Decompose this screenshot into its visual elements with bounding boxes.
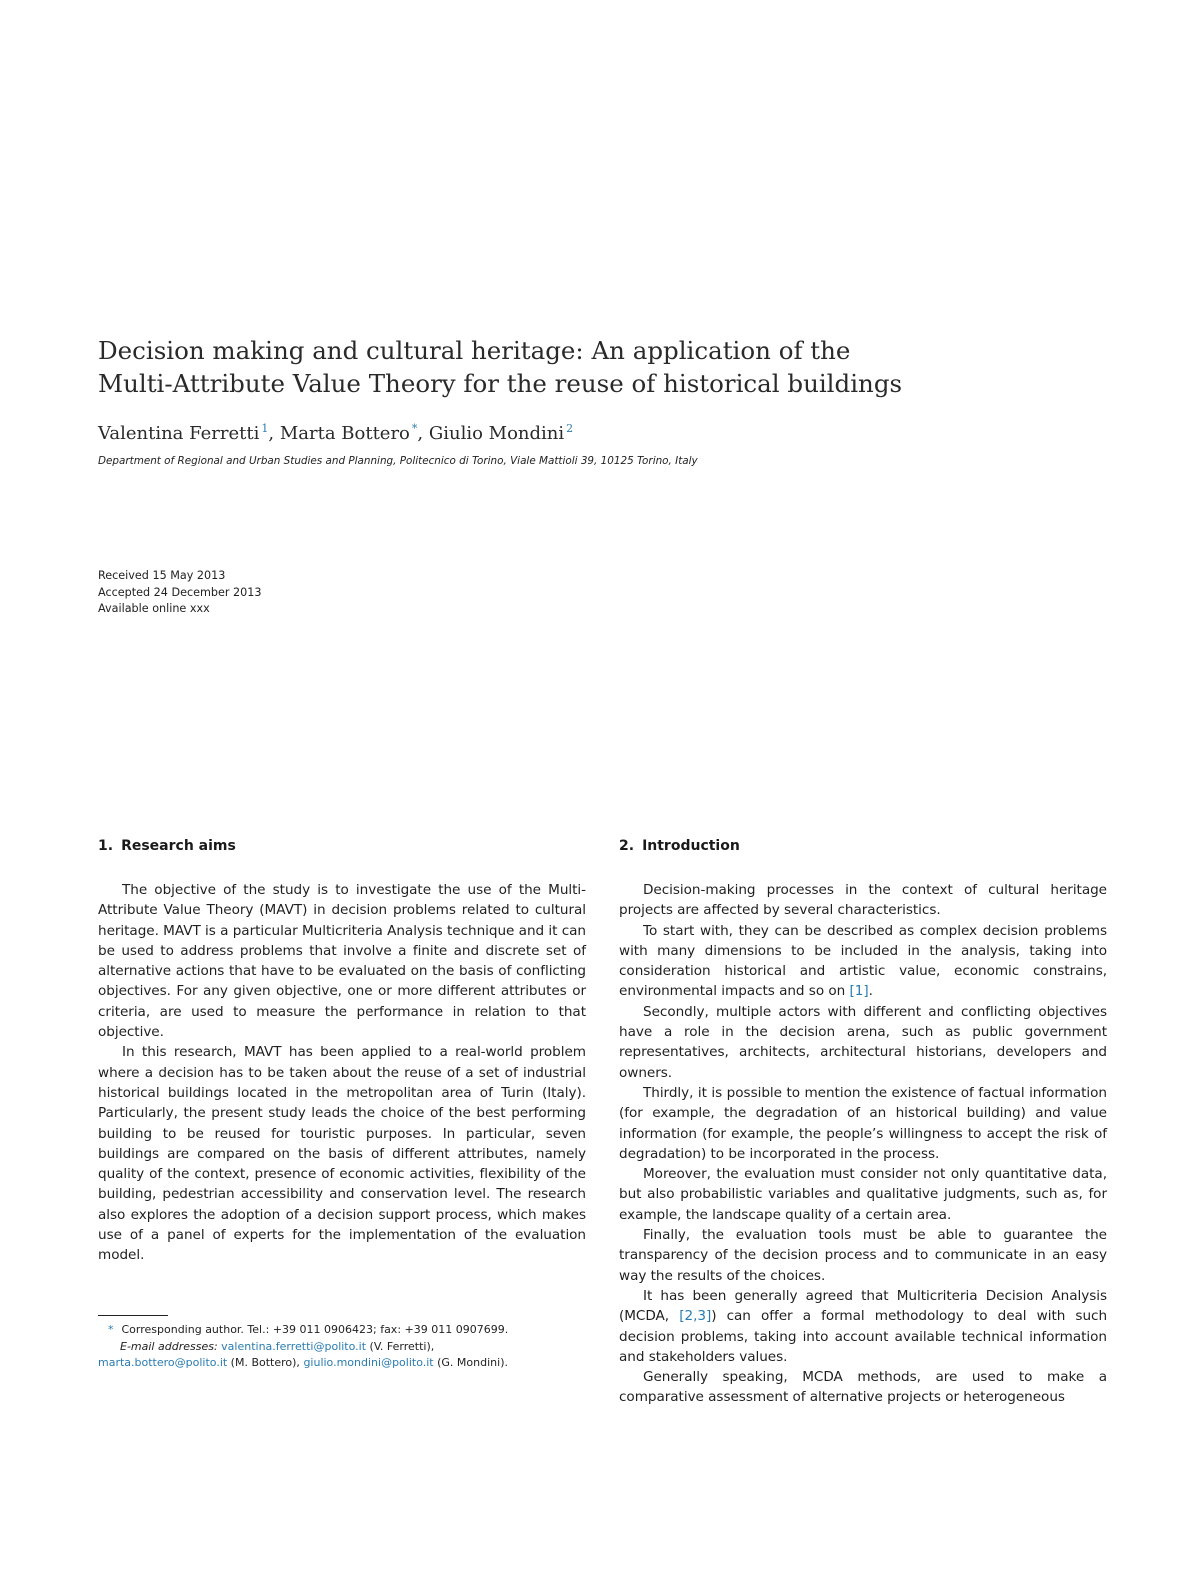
section-title: Research aims [121, 838, 236, 854]
paragraph-text: ) can offer a formal methodology to deal with such decision problems, taking into account available technical information and stakeholders values. [619, 1308, 1108, 1365]
footnote-divider [98, 1315, 168, 1316]
accepted-date: Accepted 24 December 2013 [98, 585, 262, 599]
affiliation: Department of Regional and Urban Studies and Planning, Politecnico di Torino, Viale Mattioli 39, 10125 Torino, Italy [98, 455, 698, 467]
author-bottero: Marta Bottero [279, 423, 410, 444]
email-link-ferretti[interactable]: valentina.ferretti@polito.it [221, 1339, 367, 1353]
paragraph: Secondly, multiple actors with different and conflicting objectives have a role in the decision arena, such as public government representatives, architects, architectural historians, developers and owners. [619, 1003, 1107, 1081]
section-number: 2. [619, 838, 635, 854]
paragraph: Moreover, the evaluation must consider not only quantitative data, but also probabilistic variables and qualitative judgments, such as, for example, the landscape quality of a certain area. [619, 1166, 1107, 1223]
email-owner: (M. Bottero), [227, 1356, 304, 1369]
footnote-emails-line [98, 1339, 586, 1356]
paragraph [619, 921, 1107, 1002]
article-dates [98, 568, 262, 618]
paragraph-text: It has been generally agreed that Multicriteria Decision Analysis (MCDA, [619, 1287, 1107, 1325]
section-number: 1. [98, 838, 114, 854]
citation-link[interactable]: [1] [849, 983, 869, 1000]
author-list [98, 416, 573, 447]
footnote [98, 1322, 586, 1372]
title-line-2: Multi-Attribute Value Theory for the reuse of historical buildings [98, 369, 903, 398]
author-bottero-corresponding-link[interactable]: * [411, 422, 418, 435]
footnote-star-marker: * [108, 1323, 114, 1336]
paragraph-text: To start with, they can be described as complex decision problems with many dimensions to be included in the analysis, taking into consideration historical and artistic value, economic constrains, environmental impacts and so on [619, 922, 1107, 1000]
footnote-corresponding [98, 1322, 586, 1339]
author-ferretti-affil-link[interactable]: 1 [261, 422, 269, 435]
paragraph: Thirdly, it is possible to mention the existence of factual information (for example, the degradation of an historical building) and value information (for example, the people’s willingness to accept the risk of degradation) to be incorporated in the process. [619, 1084, 1107, 1162]
email-owner: (G. Mondini). [433, 1356, 508, 1369]
author-separator: , [417, 423, 429, 444]
citation-link[interactable]: [2,3] [679, 1308, 712, 1325]
footnote-emails-line [98, 1355, 586, 1372]
section-title: Introduction [642, 838, 740, 854]
right-column [619, 836, 1107, 1408]
email-link-mondini[interactable]: giulio.mondini@polito.it [303, 1356, 434, 1369]
corresponding-author-text: Corresponding author. Tel.: +39 011 0906423; fax: +39 011 0907699. [121, 1323, 509, 1336]
article-title [98, 334, 1058, 400]
title-line-1: Decision making and cultural heritage: An application of the [98, 336, 851, 365]
email-label: E-mail addresses: [120, 1339, 218, 1353]
author-mondini-affil-link[interactable]: 2 [566, 422, 574, 435]
author-ferretti: Valentina Ferretti [98, 423, 260, 444]
paragraph: Finally, the evaluation tools must be able to guarantee the transparency of the decision process and to communicate in an easy way the results of the choices. [619, 1227, 1107, 1284]
section-heading-research-aims [98, 836, 586, 856]
online-date: Available online xxx [98, 602, 210, 615]
paragraph: In this research, MAVT has been applied to a real-world problem where a decision has to be taken about the reuse of a set of industrial historical buildings located in the metropolitan area of Turin (Italy). Particularly, the present study leads the choice of the best performing building to be reused for touristic purposes. In particular, seven buildings are compared on the basis of different attributes, namely quality of the context, presence of economic activities, flexibility of the building, pedestrian accessibility and conservation level. The research also explores the adoption of a decision support process, which makes use of a panel of experts for the implementation of the evaluation model. [98, 1044, 586, 1264]
paragraph: Decision-making processes in the context of cultural heritage projects are affected by several characteristics. [619, 882, 1107, 919]
paragraph: The objective of the study is to investigate the use of the Multi-Attribute Value Theory (MAVT) in decision problems related to cultural heritage. MAVT is a particular Multicriteria Analysis technique and it can be used to address problems that involve a finite and discrete set of alternative actions that have to be evaluated on the basis of conflicting objectives. For any given objective, one or more different attributes or criteria, are used to measure the performance in relation to that objective. [98, 882, 586, 1041]
paragraph: Generally speaking, MCDA methods, are used to make a comparative assessment of alternative projects or heterogeneous [619, 1369, 1107, 1406]
email-link-bottero[interactable]: marta.bottero@polito.it [98, 1356, 228, 1369]
author-separator: , [268, 423, 280, 444]
paragraph [619, 1286, 1107, 1367]
section-heading-introduction [619, 836, 1107, 856]
paragraph-text: . [868, 983, 873, 1000]
received-date: Received 15 May 2013 [98, 569, 226, 582]
email-owner: (V. Ferretti), [366, 1339, 435, 1353]
author-mondini: Giulio Mondini [428, 423, 565, 444]
left-column [98, 836, 586, 1266]
